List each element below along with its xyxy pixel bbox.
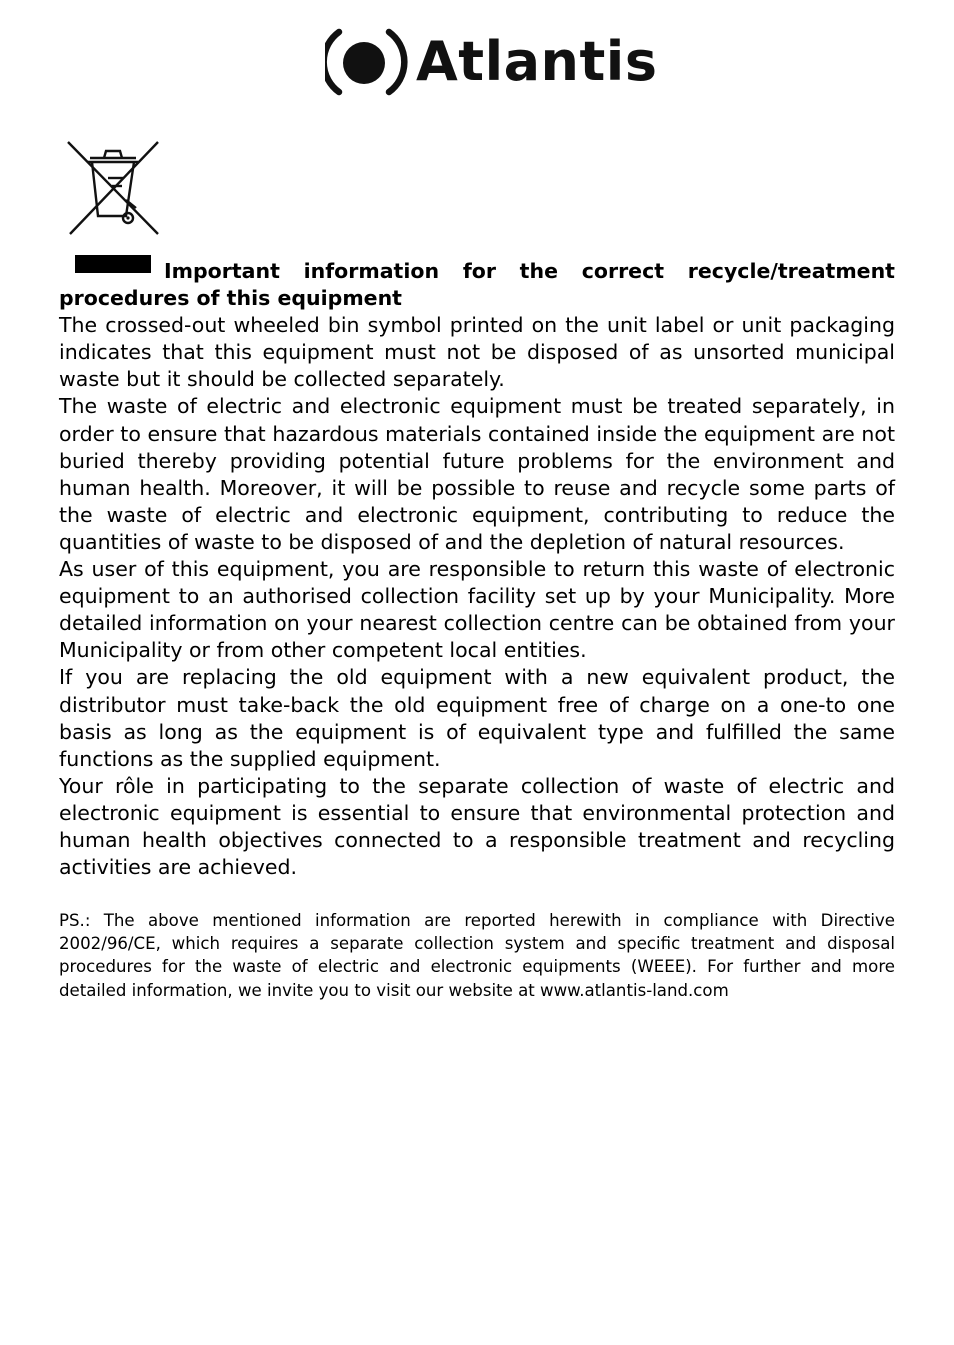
paragraph-distributor-takeback: If you are replacing the old equipment with a new equivalent product, the distributor must take-back the old equipment free of charge on a one-to one basis as long as the equipment is of equivalent type and fulfilled the same functions as the supplied equipment. [59,665,895,771]
paragraph-user-responsibility: As user of this equipment, you are responsible to return this waste of electronic equipment to an authorised collection facility set up by your Municipality. More detailed information on your nearest collection centre can be obtained from your Municipality or from other competent local entities. [59,557,895,663]
document-heading: Important information for the correct recycle/treatment procedures of this equipment [59,259,895,311]
ps-note: PS.: The above mentioned information are reported herewith in compliance with Directive 2002/96/CE, which requires a separate collection system and specific treatment and disposal procedures for the waste of electric and electronic equipments (WEEE). For further and more detailed information, we invite you to visit our website at www.atlantis-land.com [59,911,895,1000]
logo-mark-icon [325,22,411,102]
crossed-out-wheeled-bin-icon [64,138,164,238]
paragraph-your-role: Your rôle in participating to the separate collection of waste of electric and electronic equipment is essential to ensure that environmental protection and human health objectives connected to a responsible treatment and recycling activities are achieved. [59,773,895,880]
document-body [59,258,895,881]
logo-wordmark: Atlantis [416,30,658,93]
paragraph-separate-treatment: The waste of electric and electronic equipment must be treated separately, in order to ensure that hazardous materials contained inside the equipment are not buried thereby providing potential future problems for the environment and human health. Moreover, it will be possible to reuse and recycle some parts of the waste of electric and electronic equipment, contributing to reduce the quantities of waste to be disposed of and the depletion of natural resources. [59,394,895,554]
paragraph-bin-symbol: The crossed-out wheeled bin symbol printed on the unit label or unit packaging indicates that this equipment must not be disposed of as unsorted municipal waste but it should be collected separately. [59,313,895,392]
atlantis-logo [325,22,658,102]
